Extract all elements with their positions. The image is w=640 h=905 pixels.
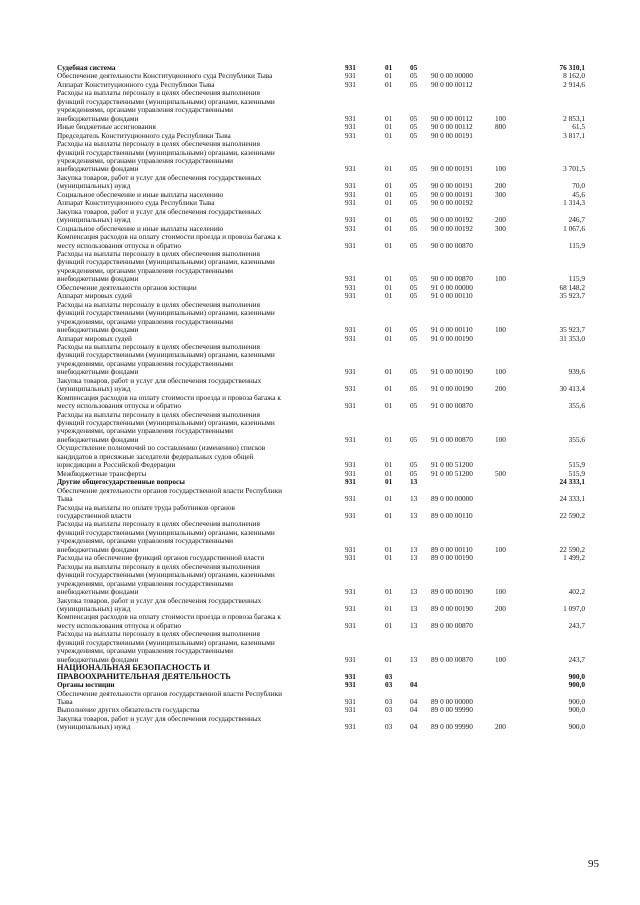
row-sum: 61,5	[572, 122, 585, 132]
row-gr: 931	[345, 696, 356, 706]
row-gr: 931	[345, 511, 356, 521]
row-pr: 05	[410, 384, 418, 394]
row-name: Закупка товаров, работ и услуг для обеспечения государственных (муниципальных) нужд	[57, 713, 262, 732]
row-name: Расходы на обеспечение функций органов государственной власти	[57, 553, 265, 563]
table-row	[57, 377, 597, 394]
row-gr: 931	[345, 367, 356, 377]
row-rz: 01	[385, 291, 393, 301]
table-row	[57, 444, 597, 469]
row-gr: 931	[345, 282, 356, 292]
row-rz: 01	[385, 384, 393, 394]
row-vr: 100	[495, 325, 506, 335]
row-gr: 931	[345, 274, 356, 284]
row-cs: 89 0 00 00000	[431, 696, 473, 706]
row-cs: 90 0 00 00192	[431, 198, 473, 208]
row-vr: 200	[495, 215, 506, 225]
row-vr: 500	[495, 468, 506, 478]
row-pr: 13	[410, 587, 418, 597]
row-pr: 05	[410, 189, 418, 199]
row-sum: 900,0	[568, 671, 585, 681]
row-rz: 01	[385, 401, 393, 411]
row-pr: 13	[410, 494, 418, 504]
row-rz: 03	[385, 722, 393, 732]
row-pr: 05	[410, 401, 418, 411]
row-name: Компенсация расходов на оплату стоимости проезда и провоза багажа к месту использования отпуска и обратно	[57, 612, 281, 630]
row-gr: 931	[345, 654, 356, 664]
table-row	[57, 174, 597, 191]
row-cs: 91 0 00 00870	[431, 434, 473, 444]
row-name: Расходы на выплаты персоналу в целях обеспечения выполнения функций государственными (муниципальными) органами, казенными учреждениями, органами управления государственными внебюджетными фондами	[57, 341, 275, 377]
row-gr: 931	[345, 223, 356, 233]
row-sum: 2 853,1	[563, 113, 585, 123]
row-name: Расходы на выплаты персоналу в целях обеспечения выполнения функций государственными (муниципальными) органами, казенными учреждениями, органами управления государственными внебюджетными фондами	[57, 629, 275, 664]
row-pr: 04	[410, 680, 418, 690]
row-name: Компенсация расходов на оплату стоимости проезда и провоза багажа к месту использования отпуска и обратно	[57, 232, 281, 250]
row-cs: 90 0 00 00191	[431, 164, 473, 174]
row-name: Расходы на выплаты персоналу в целях обеспечения выполнения функций государственными (муниципальными) органами, казенными учреждениями, органами управления государственными внебюджетными фондами	[57, 139, 275, 174]
row-gr: 931	[345, 401, 356, 411]
table-row	[57, 343, 597, 377]
row-gr: 931	[345, 705, 356, 715]
row-name: Расходы на выплаты персоналу в целях обеспечения выполнения функций государственными (муниципальными) органами, казенными учреждениями, органами управления государственными внебюджетными фондами	[57, 409, 275, 444]
row-rz: 01	[385, 282, 393, 292]
row-sum: 8 162,0	[563, 71, 585, 81]
row-cs: 91 0 00 51200	[431, 460, 473, 470]
row-cs: 90 0 00 00870	[431, 240, 473, 250]
row-cs: 90 0 00 00192	[431, 223, 473, 233]
row-name: Расходы на выплаты персоналу в целях обеспечения выполнения функций государственными (муниципальными) органами, казенными учреждениями, органами управления государственными внебюджетными фондами	[57, 561, 275, 597]
row-gr: 931	[345, 434, 356, 444]
row-name: Иные бюджетные ассигнования	[57, 122, 156, 132]
row-rz: 01	[385, 587, 393, 597]
row-name: Закупка товаров, работ и услуг для обеспечения государственных (муниципальных) нужд	[57, 595, 262, 613]
row-cs: 89 0 00 00190	[431, 604, 473, 613]
row-gr: 931	[345, 544, 356, 554]
row-name: Аппарат мировых судей	[57, 333, 132, 343]
row-gr: 931	[345, 122, 356, 132]
row-cs: 91 0 00 00000	[431, 282, 473, 292]
row-gr: 931	[345, 71, 356, 81]
row-pr: 05	[410, 164, 418, 174]
row-pr: 05	[410, 274, 418, 284]
row-sum: 900,0	[568, 722, 585, 732]
row-sum: 2 914,6	[563, 79, 585, 89]
row-rz: 01	[385, 189, 393, 199]
row-cs: 91 0 00 00110	[431, 325, 473, 335]
row-rz: 01	[385, 63, 393, 72]
row-gr: 931	[345, 63, 356, 72]
page-number: 95	[588, 858, 599, 870]
row-sum: 900,0	[568, 696, 585, 706]
table-row	[57, 597, 597, 614]
row-name: Обеспечение деятельности органов государственной власти Республики Тыва	[57, 485, 283, 504]
row-rz: 01	[385, 333, 393, 343]
row-rz: 01	[385, 122, 393, 132]
row-cs: 89 0 00 00110	[431, 511, 473, 521]
row-vr: 100	[495, 274, 506, 284]
table-row	[57, 140, 597, 174]
row-sum: 246,7	[568, 215, 585, 225]
row-gr: 931	[345, 79, 356, 89]
row-cs: 90 0 00 00112	[431, 113, 473, 123]
row-sum: 30 413,4	[559, 384, 585, 394]
row-gr: 931	[345, 477, 356, 487]
row-cs: 90 0 00 00870	[431, 274, 473, 284]
row-cs: 89 0 00 00190	[431, 553, 473, 563]
row-name: Межбюджетные трансферты	[57, 468, 147, 478]
row-gr: 931	[345, 189, 356, 199]
table-row	[57, 690, 597, 707]
row-gr: 931	[345, 333, 356, 343]
row-pr: 13	[410, 511, 418, 521]
table-row	[57, 394, 597, 411]
row-sum: 1 067,6	[563, 223, 585, 233]
row-rz: 01	[385, 494, 393, 504]
row-pr: 05	[410, 215, 418, 225]
row-pr: 05	[410, 367, 418, 377]
row-pr: 13	[410, 604, 418, 613]
row-gr: 931	[345, 384, 356, 394]
row-rz: 01	[385, 553, 393, 563]
row-sum: 45,6	[572, 189, 585, 199]
row-name: Аппарат Конституционного суда Республики Тыва	[57, 79, 215, 89]
table-row	[57, 284, 597, 292]
row-vr: 100	[495, 654, 506, 664]
row-pr: 05	[410, 63, 418, 72]
row-name: Председатель Конституционного суда Республики Тыва	[57, 130, 231, 140]
row-rz: 01	[385, 240, 393, 250]
row-sum: 22 590,2	[559, 544, 585, 554]
row-pr: 05	[410, 71, 418, 81]
table-row	[57, 89, 597, 123]
row-sum: 355,6	[568, 401, 585, 411]
row-vr: 300	[495, 223, 506, 233]
row-cs: 89 0 00 00110	[431, 544, 473, 554]
row-rz: 01	[385, 460, 393, 470]
row-sum: 115,9	[568, 240, 585, 250]
row-pr: 04	[410, 722, 418, 732]
row-cs: 89 0 00 00190	[431, 587, 473, 597]
row-gr: 931	[345, 604, 356, 613]
row-sum: 939,6	[568, 367, 585, 377]
row-vr: 300	[495, 189, 506, 199]
row-cs: 91 0 00 00190	[431, 367, 473, 377]
row-name: Обеспечение деятельности органов государственной власти Республики Тыва	[57, 688, 283, 706]
row-pr: 05	[410, 325, 418, 335]
row-cs: 89 0 00 99990	[431, 722, 473, 732]
row-name: Обеспечение деятельности органов юстиции	[57, 282, 197, 292]
row-vr: 200	[495, 181, 506, 191]
row-pr: 05	[410, 240, 418, 250]
table-row	[57, 487, 597, 504]
row-sum: 1 314,3	[563, 198, 585, 208]
table-row	[57, 233, 597, 250]
row-pr: 05	[410, 291, 418, 301]
row-cs: 91 0 00 00870	[431, 401, 473, 411]
row-pr: 13	[410, 477, 418, 487]
row-pr: 05	[410, 434, 418, 444]
row-pr: 13	[410, 620, 418, 630]
row-gr: 931	[345, 460, 356, 470]
row-name: Расходы на выплаты по оплате труда работников органов государственной власти	[57, 502, 235, 521]
row-cs: 90 0 00 00000	[431, 71, 473, 81]
row-gr: 931	[345, 494, 356, 504]
row-pr: 05	[410, 468, 418, 478]
row-gr: 931	[345, 164, 356, 174]
row-rz: 01	[385, 325, 393, 335]
table-row	[57, 664, 597, 681]
row-sum: 1 097,0	[563, 604, 585, 613]
row-gr: 931	[345, 130, 356, 140]
row-pr: 05	[410, 198, 418, 208]
row-name: Расходы на выплаты персоналу в целях обеспечения выполнения функций государственными (муниципальными) органами, казенными учреждениями, органами управления государственными внебюджетными фондами	[57, 88, 275, 123]
row-gr: 931	[345, 468, 356, 478]
row-cs: 89 0 00 00000	[431, 494, 473, 504]
row-pr: 13	[410, 553, 418, 563]
table-row	[57, 520, 597, 554]
row-cs: 90 0 00 00112	[431, 122, 473, 132]
row-pr: 05	[410, 181, 418, 191]
row-name: Расходы на выплаты персоналу в целях обеспечения выполнения функций государственными (муниципальными) органами, казенными учреждениями, органами управления государственными внебюджетными фондами	[57, 299, 275, 335]
row-gr: 931	[345, 113, 356, 123]
row-sum: 243,7	[568, 620, 585, 630]
row-cs: 90 0 00 00191	[431, 130, 473, 140]
row-gr: 931	[345, 620, 356, 630]
row-gr: 931	[345, 680, 356, 690]
row-pr: 04	[410, 705, 418, 715]
row-rz: 01	[385, 620, 393, 630]
row-sum: 3 701,5	[563, 164, 585, 174]
table-row	[57, 250, 597, 284]
row-pr: 05	[410, 460, 418, 470]
row-vr: 100	[495, 367, 506, 377]
row-gr: 931	[345, 325, 356, 335]
row-name: Обеспечение деятельности Конституционного суда Республики Тыва	[57, 71, 273, 81]
row-cs: 91 0 00 00190	[431, 384, 473, 394]
row-gr: 931	[345, 722, 356, 732]
row-sum: 24 333,1	[559, 494, 585, 504]
row-pr: 05	[410, 113, 418, 123]
row-gr: 931	[345, 181, 356, 191]
row-name: НАЦИОНАЛЬНАЯ БЕЗОПАСНОСТЬ И ПРАВООХРАНИТЕЛЬНАЯ ДЕЯТЕЛЬНОСТЬ	[57, 663, 231, 681]
table-row	[57, 630, 597, 664]
row-name: Выполнение других обязательств государства	[57, 705, 200, 715]
row-rz: 01	[385, 274, 393, 284]
row-sum: 515,9	[568, 460, 585, 470]
row-rz: 01	[385, 544, 393, 554]
row-name: Органы юстиции	[57, 680, 115, 690]
row-rz: 01	[385, 198, 393, 208]
row-vr: 200	[495, 384, 506, 394]
row-sum: 31 353,0	[559, 333, 585, 343]
row-name: Закупка товаров, работ и услуг для обеспечения государственных (муниципальных) нужд	[57, 206, 262, 225]
row-cs: 90 0 00 00192	[431, 215, 473, 225]
row-pr: 05	[410, 223, 418, 233]
table-row	[57, 715, 597, 732]
row-sum: 76 310,1	[559, 63, 585, 72]
row-rz: 03	[385, 696, 393, 706]
table-row	[57, 208, 597, 225]
row-sum: 243,7	[568, 654, 585, 664]
row-pr: 04	[410, 696, 418, 706]
table-row	[57, 504, 597, 521]
row-gr: 931	[345, 671, 356, 681]
table-row	[57, 411, 597, 445]
row-rz: 01	[385, 79, 393, 89]
row-rz: 01	[385, 434, 393, 444]
row-pr: 05	[410, 282, 418, 292]
row-rz: 01	[385, 164, 393, 174]
table-row	[57, 613, 597, 630]
row-pr: 13	[410, 654, 418, 664]
row-gr: 931	[345, 291, 356, 301]
row-gr: 931	[345, 553, 356, 563]
row-rz: 03	[385, 671, 393, 681]
row-name: Компенсация расходов на оплату стоимости проезда и провоза багажа к месту использования отпуска и обратно	[57, 392, 281, 411]
row-vr: 100	[495, 434, 506, 444]
row-pr: 05	[410, 122, 418, 132]
row-sum: 1 499,2	[563, 553, 585, 563]
row-sum: 402,2	[568, 587, 585, 597]
row-sum: 3 817,1	[563, 130, 585, 140]
row-sum: 355,6	[568, 434, 585, 444]
table-row	[57, 563, 597, 597]
row-rz: 01	[385, 604, 393, 613]
row-vr: 200	[495, 604, 506, 613]
row-cs: 91 0 00 00110	[431, 291, 473, 301]
row-rz: 01	[385, 215, 393, 225]
row-rz: 01	[385, 113, 393, 123]
row-rz: 01	[385, 71, 393, 81]
row-name: Осуществление полномочий по составлению (изменению) списков кандидатов в присяжные заседатели федеральных судов общей юрисдикции в Российской Федерации	[57, 443, 266, 470]
row-name: Социальное обеспечение и иные выплаты населению	[57, 189, 224, 199]
row-vr: 200	[495, 722, 506, 732]
row-rz: 01	[385, 654, 393, 664]
row-rz: 01	[385, 181, 393, 191]
row-cs: 89 0 00 00870	[431, 620, 473, 630]
row-rz: 01	[385, 223, 393, 233]
row-cs: 90 0 00 00191	[431, 189, 473, 199]
row-sum: 35 923,7	[559, 325, 585, 335]
row-name: Расходы на выплаты персоналу в целях обеспечения выполнения функций государственными (муниципальными) органами, казенными учреждениями, органами управления государственными внебюджетными фондами	[57, 519, 275, 554]
row-gr: 931	[345, 198, 356, 208]
row-name: Судебная система	[57, 63, 116, 72]
row-pr: 05	[410, 79, 418, 89]
row-gr: 931	[345, 587, 356, 597]
row-sum: 900,0	[568, 680, 585, 690]
table-row	[57, 301, 597, 335]
row-sum: 515,9	[568, 468, 585, 478]
row-pr: 05	[410, 333, 418, 343]
row-rz: 01	[385, 367, 393, 377]
row-cs: 90 0 00 00112	[431, 79, 473, 89]
row-cs: 90 0 00 00191	[431, 181, 473, 191]
row-vr: 100	[495, 587, 506, 597]
row-cs: 89 0 00 99990	[431, 705, 473, 715]
row-sum: 115,9	[568, 274, 585, 284]
row-rz: 01	[385, 477, 393, 487]
row-vr: 100	[495, 544, 506, 554]
row-cs: 91 0 00 51200	[431, 468, 473, 478]
row-name: Аппарат мировых судей	[57, 291, 132, 301]
row-rz: 01	[385, 511, 393, 521]
row-rz: 03	[385, 705, 393, 715]
row-sum: 70,0	[572, 181, 585, 191]
row-cs: 89 0 00 00870	[431, 654, 473, 664]
row-rz: 03	[385, 680, 393, 690]
row-name: Социальное обеспечение и иные выплаты населению	[57, 223, 224, 233]
row-vr: 100	[495, 164, 506, 174]
row-name: Закупка товаров, работ и услуг для обеспечения государственных (муниципальных) нужд	[57, 375, 262, 394]
row-pr: 13	[410, 544, 418, 554]
row-vr: 100	[495, 113, 506, 123]
row-sum: 22 590,2	[559, 511, 585, 521]
row-sum: 35 923,7	[559, 291, 585, 301]
row-name: Закупка товаров, работ и услуг для обеспечения государственных (муниципальных) нужд	[57, 172, 262, 191]
row-gr: 931	[345, 240, 356, 250]
row-rz: 01	[385, 468, 393, 478]
budget-table	[57, 64, 597, 732]
row-sum: 900,0	[568, 705, 585, 715]
row-rz: 01	[385, 130, 393, 140]
row-name: Расходы на выплаты персоналу в целях обеспечения выполнения функций государственными (муниципальными) органами, казенными учреждениями, органами управления государственными внебюджетными фондами	[57, 248, 275, 284]
row-name: Другие общегосударственные вопросы	[57, 477, 185, 487]
row-pr: 05	[410, 130, 418, 140]
row-gr: 931	[345, 215, 356, 225]
row-sum: 68 148,2	[559, 282, 585, 292]
row-sum: 24 333,1	[559, 477, 585, 487]
row-name: Аппарат Конституционного суда Республики Тыва	[57, 198, 215, 208]
row-vr: 800	[495, 122, 506, 132]
row-cs: 91 0 00 00190	[431, 333, 473, 343]
